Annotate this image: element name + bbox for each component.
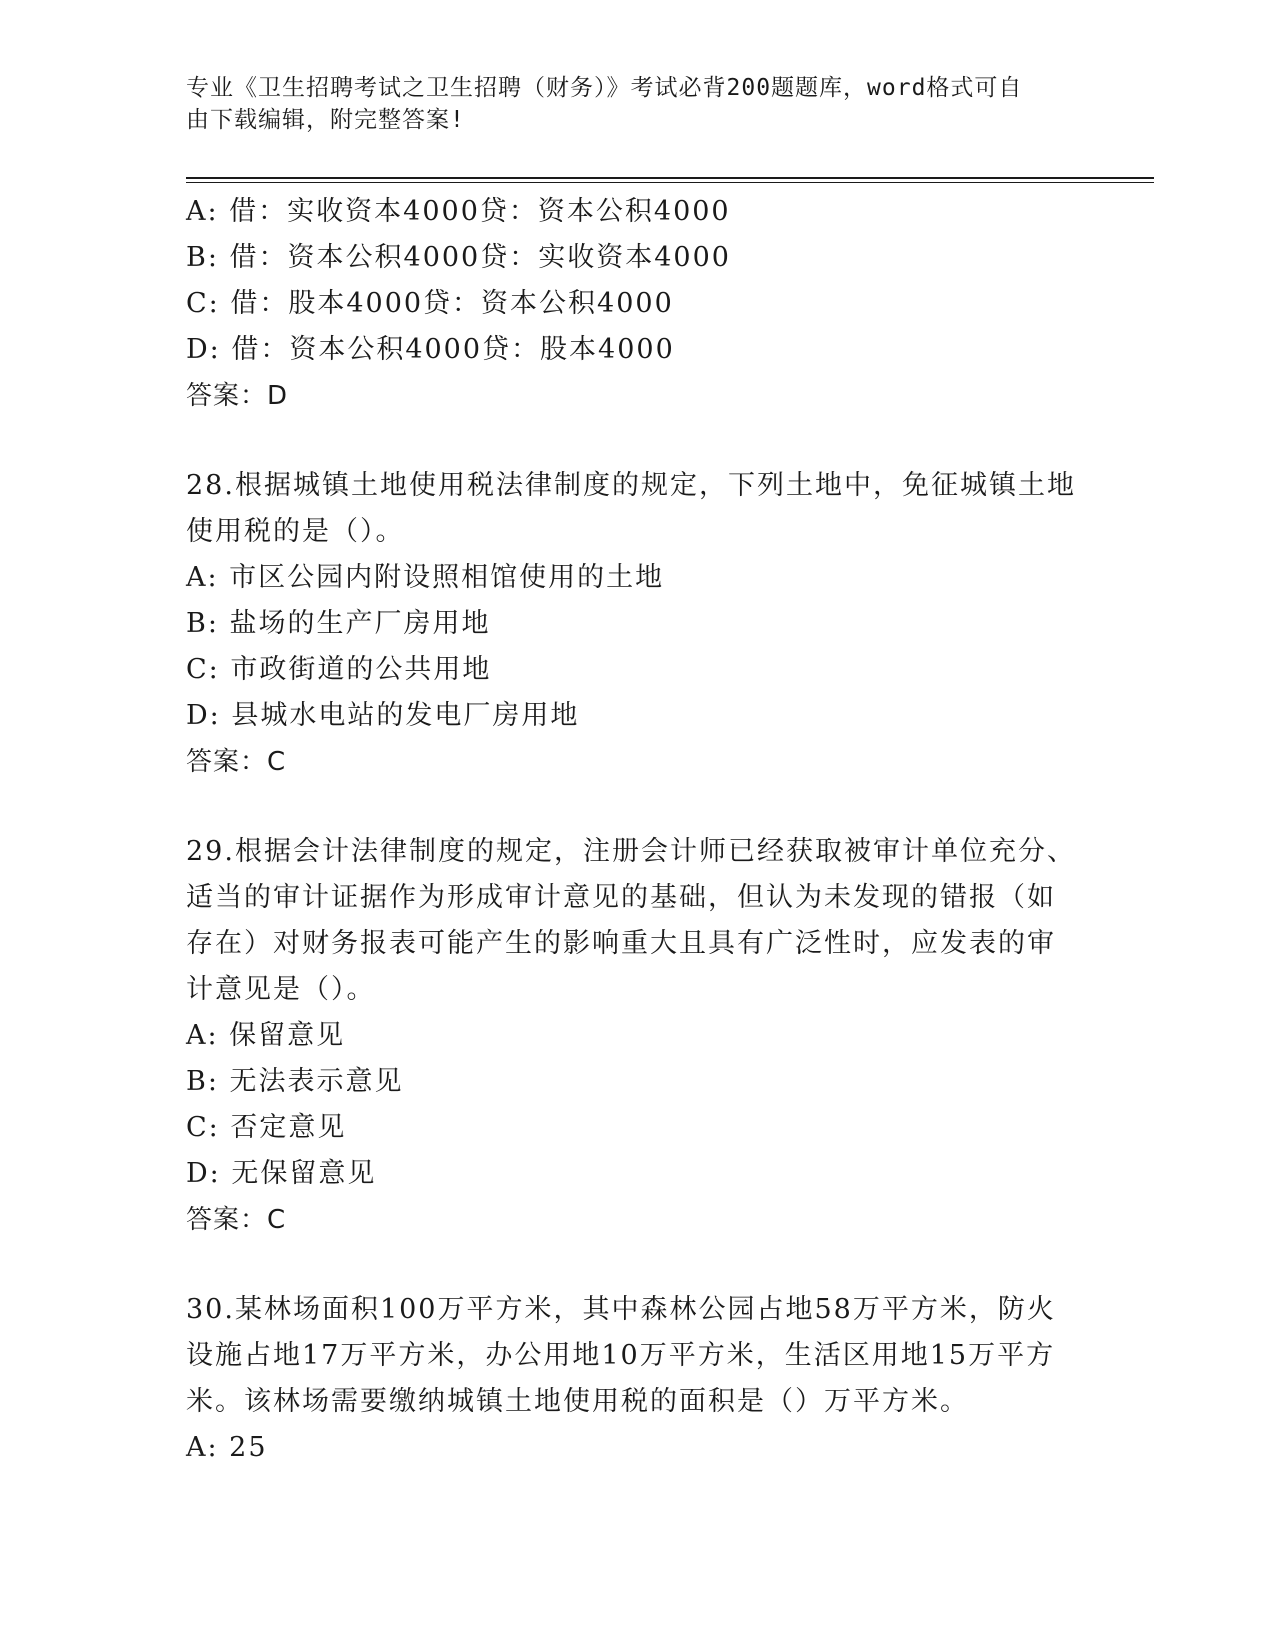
option-d: D: 无保留意见 [186, 1158, 377, 1189]
option-c: C: 借：股本4000贷：资本公积4000 [186, 288, 674, 319]
question-text-line: 米。该林场需要缴纳城镇土地使用税的面积是（）万平方米。 [186, 1386, 969, 1417]
question-text-line: 28.根据城镇土地使用税法律制度的规定，下列土地中，免征城镇土地 [186, 470, 1076, 501]
question-text-line: 30.某林场面积100万平方米，其中森林公园占地58万平方米，防火 [186, 1294, 1056, 1325]
question-28 [186, 463, 1076, 785]
document-body [186, 189, 1076, 1471]
question-text-line: 设施占地17万平方米，办公用地10万平方米，生活区用地15万平方 [186, 1340, 1056, 1371]
option-d: D: 县城水电站的发电厂房用地 [186, 700, 580, 731]
option-c: C: 否定意见 [186, 1112, 347, 1143]
question-text-line: 存在）对财务报表可能产生的影响重大且具有广泛性时，应发表的审 [186, 928, 1056, 959]
spacer [186, 1243, 1076, 1287]
header-rule-thin [186, 182, 1154, 183]
option-c: C: 市政街道的公共用地 [186, 654, 492, 685]
answer: 答案：D [186, 381, 289, 411]
question-27-continued [186, 189, 1076, 419]
option-b: B: 无法表示意见 [186, 1066, 404, 1097]
option-a: A: 市区公园内附设照相馆使用的土地 [186, 562, 665, 593]
question-text-line: 计意见是（）。 [186, 974, 376, 1005]
spacer [186, 419, 1076, 463]
header-line-2: 由下载编辑，附完整答案! [186, 107, 465, 133]
answer: 答案：C [186, 1205, 287, 1235]
option-b: B: 借：资本公积4000贷：实收资本4000 [186, 242, 731, 273]
question-text-line: 使用税的是（）。 [186, 516, 405, 547]
option-d: D: 借：资本公积4000贷：股本4000 [186, 334, 675, 365]
question-text-line: 适当的审计证据作为形成审计意见的基础，但认为未发现的错报（如 [186, 882, 1056, 913]
question-29 [186, 829, 1076, 1243]
option-a: A: 保留意见 [186, 1020, 346, 1051]
option-b: B: 盐场的生产厂房用地 [186, 608, 491, 639]
question-30 [186, 1287, 1076, 1471]
option-a: A: 25 [186, 1432, 268, 1463]
answer: 答案：C [186, 747, 287, 777]
spacer [186, 785, 1076, 829]
header-line-1: 专业《卫生招聘考试之卫生招聘（财务）》考试必背200题题库，word格式可自 [186, 75, 1023, 101]
header-rule-thick [186, 177, 1154, 179]
question-text-line: 29.根据会计法律制度的规定，注册会计师已经获取被审计单位充分、 [186, 836, 1076, 867]
document-header [186, 72, 1066, 136]
option-a: A: 借：实收资本4000贷：资本公积4000 [186, 196, 731, 227]
